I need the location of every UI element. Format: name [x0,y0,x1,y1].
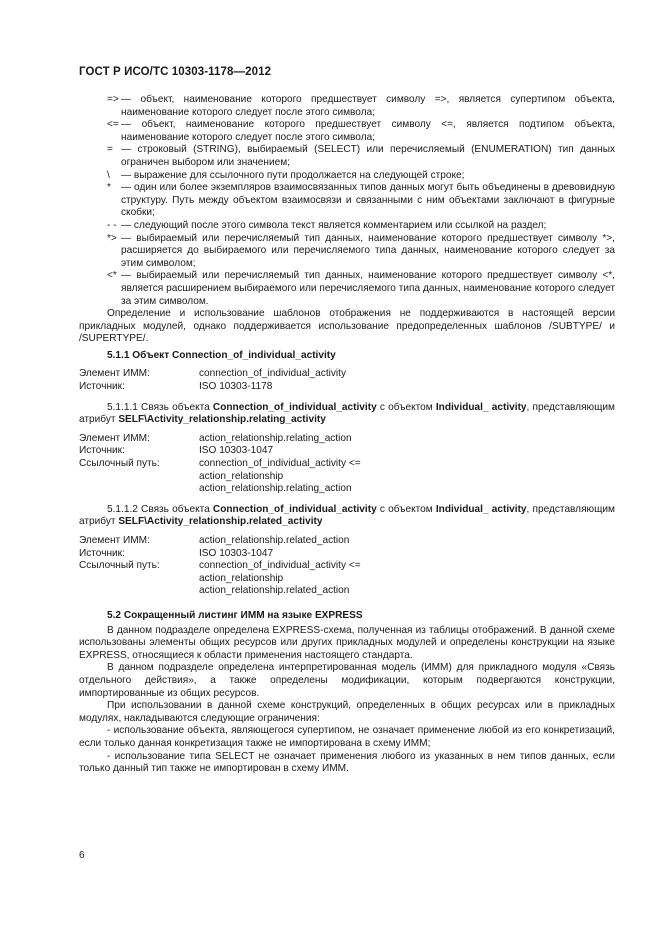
symbol: = [107,144,113,156]
symbol-item [79,182,615,220]
symbol-description: — один или более экземпляров взаимосвязанных типов данных могут быть объединены в древовидную структуру. Путь между объектом взаимосвязи и связанными с ним объектами заключают в фигурные скобки; [121,182,615,219]
mim-element-row [79,433,615,446]
reference-path-label: Ссылочный путь: [79,458,160,470]
symbol-item [79,170,615,183]
page-number: 6 [79,850,85,861]
symbol-description: — строковый (STRING), выбираемый (SELECT) или перечисляемый (ENUMERATION) тип данных ограничен выбором или значением; [121,144,615,168]
reference-path-label: Ссылочный путь: [79,560,160,572]
symbol-item [79,233,615,271]
symbol-description: — выбираемый или перечисляемый тип данных, наименование которого предшествует символу *>, расширяется до выбираемого или перечисляемого типа данных, наименование которого следует за этим символом; [121,232,615,269]
symbol-item [79,270,615,308]
mim-element-row [79,535,615,548]
mim-element-value: action_relationship.related_action [199,535,350,546]
symbol-description: — следующий после этого символа текст является комментарием или ссылкой на раздел; [121,219,547,231]
source-row [79,548,615,561]
symbol: <= [107,119,119,131]
mim-element-value: connection_of_individual_activity [199,368,347,380]
source-value: ISO 10303-1047 [199,445,274,457]
source-label: Источник: [79,445,125,457]
symbol: *> [107,232,117,244]
reference-path-value: connection_of_individual_activity <= action_relationship action_relationship.related_action [199,560,361,597]
symbol-item [79,144,615,169]
section-5-1-1-1-heading: 5.1.1.1 Связь объекта Connection_of_individual_activity с объектом Individual_ activity, представляющим атрибут SELF\Activity_relationship.relating_activity [79,401,615,426]
source-label: Источник: [79,381,125,393]
symbol-description: — выражение для ссылочного пути продолжается на следующей строке; [121,169,465,181]
symbol: \ [107,169,110,181]
mim-element-row [79,368,615,381]
section-5-1-1-2-heading: 5.1.1.2 Связь объекта Connection_of_individual_activity с объектом Individual_ activity, представляющим атрибут SELF\Activity_relationship.related_activity [79,503,615,528]
symbol-description: — объект, наименование которого предшествует символу <=, является подтипом объекта, наименование которого следует после этого символа; [121,119,615,143]
symbol-description: — выбираемый или перечисляемый тип данных, наименование которого предшествует символу <*, является расширением выбираемого или перечисляемого типа данных, наименование которого следует за этим символом. [121,270,615,307]
symbol-list [79,94,615,308]
source-value: ISO 10303-1047 [199,547,274,559]
document-header: ГОСТ Р ИСО/ТС 10303-1178—2012 [79,66,272,78]
symbol-item [79,119,615,144]
reference-path-row [79,560,615,598]
symbol: - - [107,219,117,231]
restriction-item: - использование типа SELECT не означает применения любого из указанных в нем типов данных, если только данный тип также не импортирован в схему ИММ. [79,750,615,775]
templates-paragraph: Определение и использование шаблонов отображения не поддерживаются в настоящей версии прикладных модулей, однако поддерживается использование предопределенных шаблонов /SUBTYPE/ и /SUPERTYPE/. [79,308,615,345]
express-paragraph-2: В данном подразделе определена интерпретированная модель (ИММ) для прикладного модуля «Связь отдельного действия», а также определены модификации, которым подвергаются конструкции, импортированные из общих ресурсов. [79,662,615,699]
source-row [79,381,615,394]
symbol: * [107,182,111,194]
symbol: <* [107,270,117,282]
reference-path-value: connection_of_individual_activity <= action_relationship action_relationship.relating_action [199,458,361,495]
section-5-1-1-heading: 5.1.1 Объект Connection_of_individual_activity [107,349,336,361]
reference-path-row [79,458,615,496]
express-paragraph-3: При использовании в данной схеме конструкций, определенных в общих ресурсах или в прикладных модулях, накладываются следующие ограничения: [79,700,615,724]
symbol-item [79,94,615,119]
mim-element-label: Элемент ИММ: [79,432,150,444]
mim-element-value: action_relationship.relating_action [199,432,352,444]
mim-element-label: Элемент ИММ: [79,535,150,546]
section-5-2-heading: 5.2 Сокращенный листинг ИММ на языке EXPRESS [107,609,363,621]
mim-element-label: Элемент ИММ: [79,368,150,380]
source-row [79,445,615,458]
express-paragraph-1: В данном подразделе определена EXPRESS-схема, полученная из таблицы отображений. В данной схеме использованы элементы общих ресурсов или других прикладных модулей и определены конструкции на языке EXPRESS, относящиеся к области применения настоящего стандарта. [79,624,615,661]
symbol-description: — объект, наименование которого предшествует символу =>, является супертипом объекта, наименование которого следует после этого символа; [121,94,615,118]
source-value: ISO 10303-1178 [199,381,273,393]
source-label: Источник: [79,547,125,559]
symbol: => [107,94,119,105]
restriction-item: - использование объекта, являющегося супертипом, не означает применение любой из его конкретизаций, если только данная конкретизация также не импортирована в схему ИММ; [79,725,615,749]
symbol-item [79,220,615,233]
page-body [79,94,615,776]
